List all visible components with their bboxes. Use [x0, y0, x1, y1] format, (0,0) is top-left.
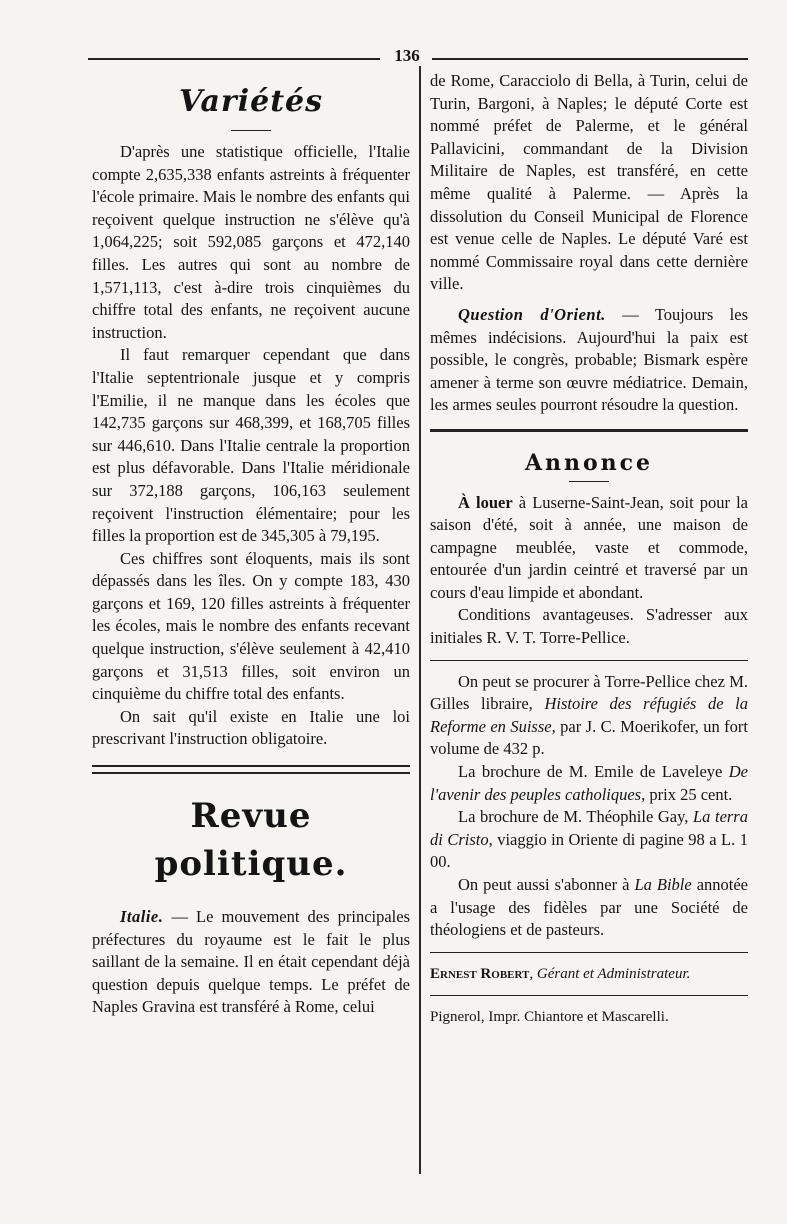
- laveleye-text-end: , prix 25 cent.: [641, 784, 733, 804]
- orient-text: — Toujours les mêmes indécisions. Aujourd'hui la paix est possible, le congrès, probable; Bismark espère amener à terme son œuvre médiatrice. Demain, les armes seules pourront résoudre la question.: [430, 304, 748, 415]
- section-rule: [231, 130, 271, 131]
- varietes-title: Variétés: [178, 84, 324, 119]
- section-rule: [569, 481, 609, 482]
- varietes-paragraph: On sait qu'il existe en Italie une loi prescrivant l'instruction obligatoire.: [92, 706, 410, 749]
- gay-text-end: , viaggio in Oriente di pagine 98 a L. 1 00.: [430, 829, 748, 872]
- bible-text-end: annotée a l'usage des fidèles par une Société de théologiens et de pasteurs.: [430, 875, 748, 940]
- gilles-text: On peut se procurer à Torre-Pellice chez M. Gilles libraire,: [430, 671, 748, 714]
- gerant-name: Ernest Robert: [430, 965, 530, 982]
- louer-paragraph: [430, 492, 748, 605]
- section-divider: [430, 952, 748, 953]
- annonce-title: Annonce: [524, 449, 654, 476]
- gay-book-title: La terra di Cristo: [430, 807, 748, 849]
- left-column: [92, 70, 410, 1019]
- varietes-paragraph: Ces chiffres sont éloquents, mais ils sont dépassés dans les îles. On y compte 183, 430 garçons et 169, 120 filles astreints à fréquenter les écoles, mais le nombre des enfants recevant quelque instruction, s'élève seulement à 42,410 garçons et 31,513 filles, soit environ un cinquième du chiffre total des enfants.: [92, 548, 410, 704]
- bible-paragraph: [430, 874, 748, 942]
- italie-paragraph: [92, 906, 410, 1019]
- gerant-role: , Gérant et Administrateur.: [529, 965, 691, 982]
- laveleye-paragraph: [430, 761, 748, 806]
- varietes-paragraph: D'après une statistique officielle, l'Italie compte 2,635,338 enfants astreints à fréquenter l'école primaire. Mais le nombre des enfants qui reçoivent quelque instruction ne s'élève qu'à 1,064,225; soit 592,085 garçons et 472,140 filles. Les autres qui sont au nombre de 1,571,113, c'est à-dire trois cinquièmes du chiffre total des enfants, ne reçoivent aucune instruction.: [92, 142, 410, 342]
- laveleye-text: La brochure de M. Emile de Laveleye: [458, 762, 729, 782]
- header-rule-left: [88, 58, 380, 60]
- section-divider: [430, 995, 748, 996]
- page-header: [88, 46, 748, 66]
- italie-text: — Le mouvement des principales préfectures du royaume est le fait le plus saillant de la semaine. Il en était cependant déjà question depuis quelque temps. Le préfet de Naples Gravina est transféré à Rome, celui: [92, 907, 410, 1017]
- louer-label: À louer: [458, 492, 513, 512]
- header-rule-right: [432, 58, 748, 60]
- laveleye-book-title: De l'avenir des peuples catholiques: [430, 762, 748, 804]
- italie-continuation: de Rome, Caracciolo di Bella, à Turin, celui de Turin, Bargoni, à Naples; le député Corte est nommé préfet de Palerme, et le général Pallavicini, commandant de la Division Militaire de Naples, est transféré, en cette même qualité à Palerme. — Après la dissolution du Conseil Municipal de Florence est venue celle de Naples. Le député Varé est nommé Commissaire royal dans cette dernière ville.: [430, 71, 748, 294]
- gilles-text-end: , par J. C. Moerikofer, un fort volume de 432 p.: [430, 716, 748, 759]
- right-column: [430, 70, 748, 1029]
- section-divider: [92, 765, 410, 774]
- imprimeur-line: Pignerol, Impr. Chiantore et Mascarelli.: [430, 1009, 669, 1026]
- orient-paragraph: [430, 304, 748, 417]
- varietes-paragraph: Il faut remarquer cependant que dans l'Italie septentrionale jusque et y compris l'Emilie, il ne manque dans les écoles que 142,735 garçons sur 468,399, et 168,705 filles sur 446,610. Dans l'Italie centrale la proportion est plus défavorable. Dans l'Italie méridionale sur 372,188 garçons, 106,163 seulement reçoivent l'instruction élémentaire; pour les filles la proportion est de 345,305 à 79,195.: [92, 345, 410, 546]
- louer-text: à Luserne-Saint-Jean, soit pour la saison d'été, soit à année, une maison de campagne meublée, vaste et commode, entourée d'un jardin ceintré et traversé par un cours d'eau limpide et abondant.: [430, 492, 749, 602]
- gilles-paragraph: [430, 671, 748, 761]
- orient-rubric: Question d'Orient.: [458, 304, 606, 324]
- bible-text: On peut aussi s'abonner à: [458, 875, 635, 894]
- revue-politique-title: Revue politique.: [154, 796, 348, 885]
- conditions-paragraph: Conditions avantageuses. S'adresser aux initiales R. V. T. Torre-Pellice.: [430, 605, 748, 648]
- page-number: 136: [394, 46, 420, 65]
- bible-title: La Bible: [634, 875, 692, 894]
- gay-paragraph: [430, 806, 748, 874]
- section-divider: [430, 429, 748, 432]
- gay-text: La brochure de M. Théophile Gay,: [458, 807, 693, 827]
- gilles-book-title: Histoire des réfugiés de la Reforme en Suisse: [430, 694, 748, 736]
- section-divider: [430, 660, 748, 661]
- italie-rubric: Italie.: [120, 907, 164, 927]
- gerant-line: [430, 963, 748, 986]
- column-divider: [419, 66, 421, 1174]
